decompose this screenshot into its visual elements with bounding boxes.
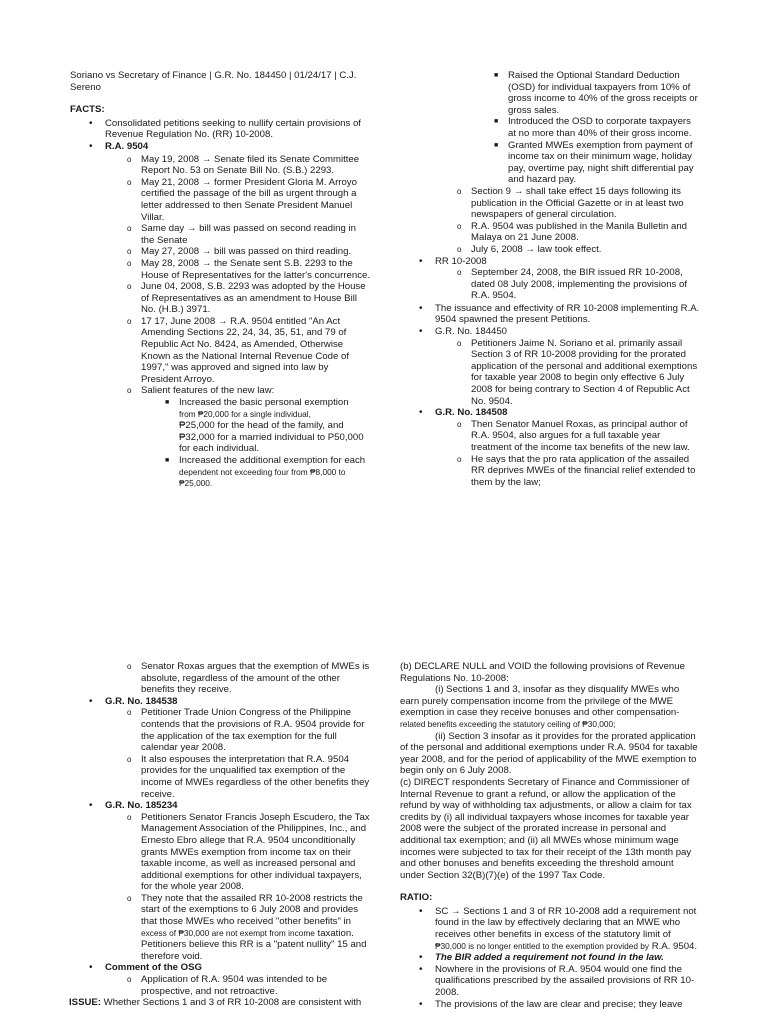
- square-bullet-icon: ■: [494, 118, 499, 126]
- list-item: [105, 385, 370, 489]
- gr185234-heading: G.R. No. 185234: [105, 800, 178, 812]
- bullet-icon: •: [419, 998, 423, 1010]
- bullet-icon: •: [419, 326, 423, 338]
- list-item: [70, 800, 370, 962]
- list-item: [70, 141, 370, 490]
- bullet-icon: •: [89, 962, 93, 974]
- case-title: Soriano vs Secretary of Finance | G.R. No. 184450 | 01/24/17 | C.J. Sereno: [70, 70, 357, 93]
- circle-bullet-icon: o: [457, 419, 462, 429]
- circle-bullet-icon: o: [127, 224, 132, 234]
- bullet-icon: •: [419, 963, 423, 975]
- list-item: o July 6, 2008 → law took effect.: [457, 243, 602, 255]
- gr185234-sublist: [105, 812, 370, 963]
- circle-bullet-icon: o: [457, 454, 462, 464]
- facts-list: [70, 118, 370, 490]
- osg-heading: Comment of the OSG: [105, 962, 203, 974]
- list-item: [70, 696, 370, 800]
- ratio-heading: RATIO:: [400, 892, 433, 904]
- circle-bullet-icon: o: [127, 282, 132, 292]
- declare-paragraph: (b) DECLARE NULL and VOID the following provisions of Revenue Regulations No. 10-2008:: [400, 661, 685, 684]
- list-item: o Petitioners Senator Francis Joseph Escudero, the Tax Management Association of the Philippines, Inc., and Ernesto Ebro allege that R.A. 9504 unconditionally grants MWEs exemption from income tax on their taxable income, as well as increased personal and additional exemptions for other individual taxpayers, for the whole year 2008.: [127, 811, 370, 893]
- list-item: o May 19, 2008 → Senate filed its Senate Committee Report No. 53 on Senate Bill No. (S.B.) 2293.: [127, 153, 360, 177]
- gr184538-sublist: [105, 707, 370, 800]
- list-item: ■ Raised the Optional Standard Deduction (OSD) for individual taxpayers from 10% of gross income to 40% of the gross receipts or gross sales.: [494, 70, 698, 116]
- list-item: • Consolidated petitions seeking to nullify certain provisions of Revenue Regulation No. (RR) 10-2008.: [89, 117, 361, 141]
- list-item: o May 27, 2008 → bill was passed on third reading.: [127, 246, 352, 258]
- list-item: o May 21, 2008 → former President Gloria M. Arroyo certified the passage of the bill as urgent through a letter addressed to then Senate President Manuel Villar.: [127, 176, 357, 223]
- circle-bullet-icon: o: [127, 975, 132, 985]
- list-item: o September 24, 2008, the BIR issued RR 10-2008, dated 08 July 2008, implementing the provisions of R.A. 9504.: [457, 267, 687, 302]
- salient-list: [141, 397, 370, 490]
- list-item: • The issuance and effectivity of RR 10-2008 implementing R.A. 9504 spawned the present Petitions.: [419, 302, 700, 326]
- list-item: ■ Granted MWEs exemption from payment of income tax on their minimum wage, holiday pay, overtime pay, night shift differential pay and hazard pay.: [494, 139, 694, 186]
- ratio-list: [400, 906, 700, 1010]
- list-item: o May 28, 2008 → the Senate sent S.B. 2293 to the House of Representatives for the latter's concurrence.: [127, 257, 370, 281]
- osd-list: [470, 70, 700, 186]
- list-item: o R.A. 9504 was published in the Manila Bulletin and Malaya on 21 June 2008.: [457, 220, 687, 244]
- list-item: o Then Senator Manuel Roxas, as principal author of R.A. 9504, also argues for a full taxable year treatment of the income tax benefits of the new law.: [457, 418, 690, 453]
- list-item: o Senator Roxas argues that the exemption of MWEs is absolute, regardless of the amount of the other benefits they receive.: [127, 661, 370, 696]
- list-item: o It also espouses the interpretation that R.A. 9504 provides for the unqualified tax exemption of the income of MWEs regardless of the other benefits they receive.: [127, 753, 370, 800]
- gr184538-heading: G.R. No. 184538: [105, 695, 178, 707]
- list-item: ■ Introduced the OSD to corporate taxpayers at no more than 40% of their gross income.: [494, 116, 692, 139]
- square-bullet-icon: ■: [494, 72, 499, 79]
- facts-heading: FACTS:: [70, 104, 105, 116]
- osg-sublist: [105, 974, 370, 997]
- gr184450-heading: G.R. No. 184450: [435, 326, 507, 338]
- salient-label: Salient features of the new law:: [141, 385, 275, 397]
- gr184508-heading: G.R. No. 184508: [435, 407, 508, 419]
- bullet-icon: •: [419, 302, 423, 314]
- list-item: o Petitioner Trade Union Congress of the Philippine contends that the provisions of R.A. 9504 provide for the application of the tax exemption for the full calendar year 2008.: [127, 707, 365, 754]
- bullet-icon: •: [89, 800, 93, 812]
- ra-timeline-list: [105, 154, 370, 490]
- issue-label: ISSUE:: [69, 997, 101, 1009]
- circle-bullet-icon: o: [457, 221, 462, 231]
- list-item: [70, 962, 370, 997]
- list-item: [400, 256, 700, 302]
- rr-heading: RR 10-2008: [435, 255, 487, 267]
- list-item: • The BIR added a requirement not found in the law.: [419, 952, 664, 964]
- list-item: o Petitioners Jaime N. Soriano et al. primarily assail Section 3 of RR 10-2008 providing for the prorated application of the personal and additional exemptions for taxable year 2008 to begin only effective 6 July 2008 for being contrary to Section 4 of Republic Act No. 9504.: [457, 337, 698, 407]
- gr184508-sublist: [435, 419, 700, 489]
- list-item: o Application of R.A. 9504 was intended to be prospective, and not retroactive.: [127, 974, 328, 997]
- list-item: • SC → Sections 1 and 3 of RR 10-2008 add a requirement not found in the law by effectively declaring that an MWE who receives other benefits in excess of the statutory limit of ₱30,000 is no longer entitled to the exemption provided by R.A. 9504.: [419, 905, 698, 952]
- circle-bullet-icon: o: [457, 338, 462, 348]
- page2-right-column: [400, 661, 700, 1010]
- item-ii-paragraph: (ii) Section 3 insofar as it provides for the prorated application of the personal and additional exemptions under R.A. 9504 for taxable year 2008, and for the period of applicability of the MWE exemption to begin only on 6 July 2008.: [400, 730, 698, 777]
- page2-left-list: [70, 661, 370, 997]
- list-item: o They note that the assailed RR 10-2008 restricts the start of the exemptions to 6 July 2008 and provides that those MWEs who received "other benefits" in excess of ₱30,000 are not exempt from income taxation. Petitioners believe this RR is a "patent nullity" 15 and therefore void.: [127, 892, 367, 962]
- circle-bullet-icon: o: [127, 386, 132, 396]
- list-item: • The provisions of the law are clear and precise; they leave: [419, 998, 683, 1010]
- list-item: o 17 17, June 2008 → R.A. 9504 entitled "An Act Amending Sections 22, 24, 34, 35, 51, and 79 of Republic Act No. 8424, as Amended, Otherwise Known as the National Internal Revenue Code of 1997," was approved and signed into law by President Arroyo.: [127, 315, 349, 385]
- list-item: o Section 9 → shall take effect 15 days following its publication in the Official Gazette or in at least two newspapers of general circulation.: [457, 185, 684, 221]
- list-item: [400, 407, 700, 488]
- list-item: ■ Increased the additional exemption for each dependent not exceeding four from ₱8,000 to ₱25,000.: [165, 455, 366, 489]
- square-bullet-icon: ■: [165, 399, 170, 407]
- square-bullet-icon: ■: [494, 141, 499, 149]
- rr-sublist: [435, 267, 700, 302]
- page1-left-column: [70, 70, 370, 490]
- list-item: [70, 661, 370, 696]
- list-item: [400, 326, 700, 407]
- circle-bullet-icon: o: [127, 316, 132, 326]
- circle-bullet-icon: o: [457, 244, 462, 254]
- page1-right-column: [400, 70, 700, 488]
- circle-bullet-icon: o: [457, 268, 462, 278]
- list-item: • Nowhere in the provisions of R.A. 9504 would one find the qualifications prescribed by the assailed provisions of RR 10-2008.: [419, 963, 695, 999]
- circle-bullet-icon: o: [457, 186, 462, 196]
- circle-bullet-icon: o: [127, 258, 132, 268]
- page2-left-column: [70, 661, 370, 1009]
- item-c-paragraph: (c) DIRECT respondents Secretary of Finance and Commissioner of Internal Revenue to grant a refund, or allow the application of the refund by way of withholding tax adjustments, or allow a claim for tax credits by (i) all individual taxpayers whose incomes for taxable year 2008 were the subject of the prorated increase in personal and additional tax exemption; and (ii) all MWEs whose minimum wage incomes were subjected to tax for their receipt of the 13th month pay and other bonuses and benefits exceeding the threshold amount under Section 32(B)(7)(e) of the 1997 Tax Code.: [400, 776, 692, 881]
- square-bullet-icon: ■: [165, 457, 170, 464]
- circle-bullet-icon: o: [127, 893, 132, 903]
- roxas-sublist: [105, 661, 370, 696]
- item-i-paragraph: (i) Sections 1 and 3, insofar as they disqualify MWEs who earn purely compensation income from the privilege of the MWE exemption in case they receive bonuses and other compensation- related benefits exceeding the statutory ceiling of ₱30,000;: [400, 684, 680, 729]
- rr-list: [400, 256, 700, 489]
- list-item: o Same day → bill was passed on second reading in the Senate: [127, 223, 356, 246]
- section9-list: [435, 186, 700, 256]
- circle-bullet-icon: o: [127, 754, 132, 764]
- bullet-icon: •: [89, 140, 93, 152]
- list-item: o He says that the pro rata application of the assailed RR deprives MWEs of the financial relief extended to them by the law;: [457, 453, 696, 488]
- bullet-icon: •: [89, 695, 93, 707]
- ra-heading: R.A. 9504: [105, 140, 149, 152]
- list-item: ■ Increased the basic personal exemption from ₱20,000 for a single individual, ₱25,000 for the head of the family, and ₱32,000 for a married individual to P50,000 for each individual.: [165, 397, 364, 455]
- issue-paragraph: ISSUE: Whether Sections 1 and 3 of RR 10-2008 are consistent with: [69, 997, 362, 1009]
- circle-bullet-icon: o: [127, 177, 132, 187]
- circle-bullet-icon: o: [127, 812, 132, 822]
- circle-bullet-icon: o: [127, 662, 132, 671]
- list-item: o June 04, 2008, S.B. 2293 was adopted by the House of Representatives as an amendment to House Bill No. (H.B.) 3971.: [127, 281, 366, 316]
- circle-bullet-icon: o: [127, 247, 132, 257]
- bullet-icon: •: [419, 905, 423, 917]
- bullet-icon: •: [419, 407, 423, 419]
- bullet-icon: •: [419, 952, 423, 964]
- circle-bullet-icon: o: [127, 154, 132, 164]
- bullet-icon: •: [419, 255, 423, 267]
- bullet-icon: •: [89, 117, 93, 129]
- gr184450-sublist: [435, 338, 700, 408]
- circle-bullet-icon: o: [127, 708, 132, 718]
